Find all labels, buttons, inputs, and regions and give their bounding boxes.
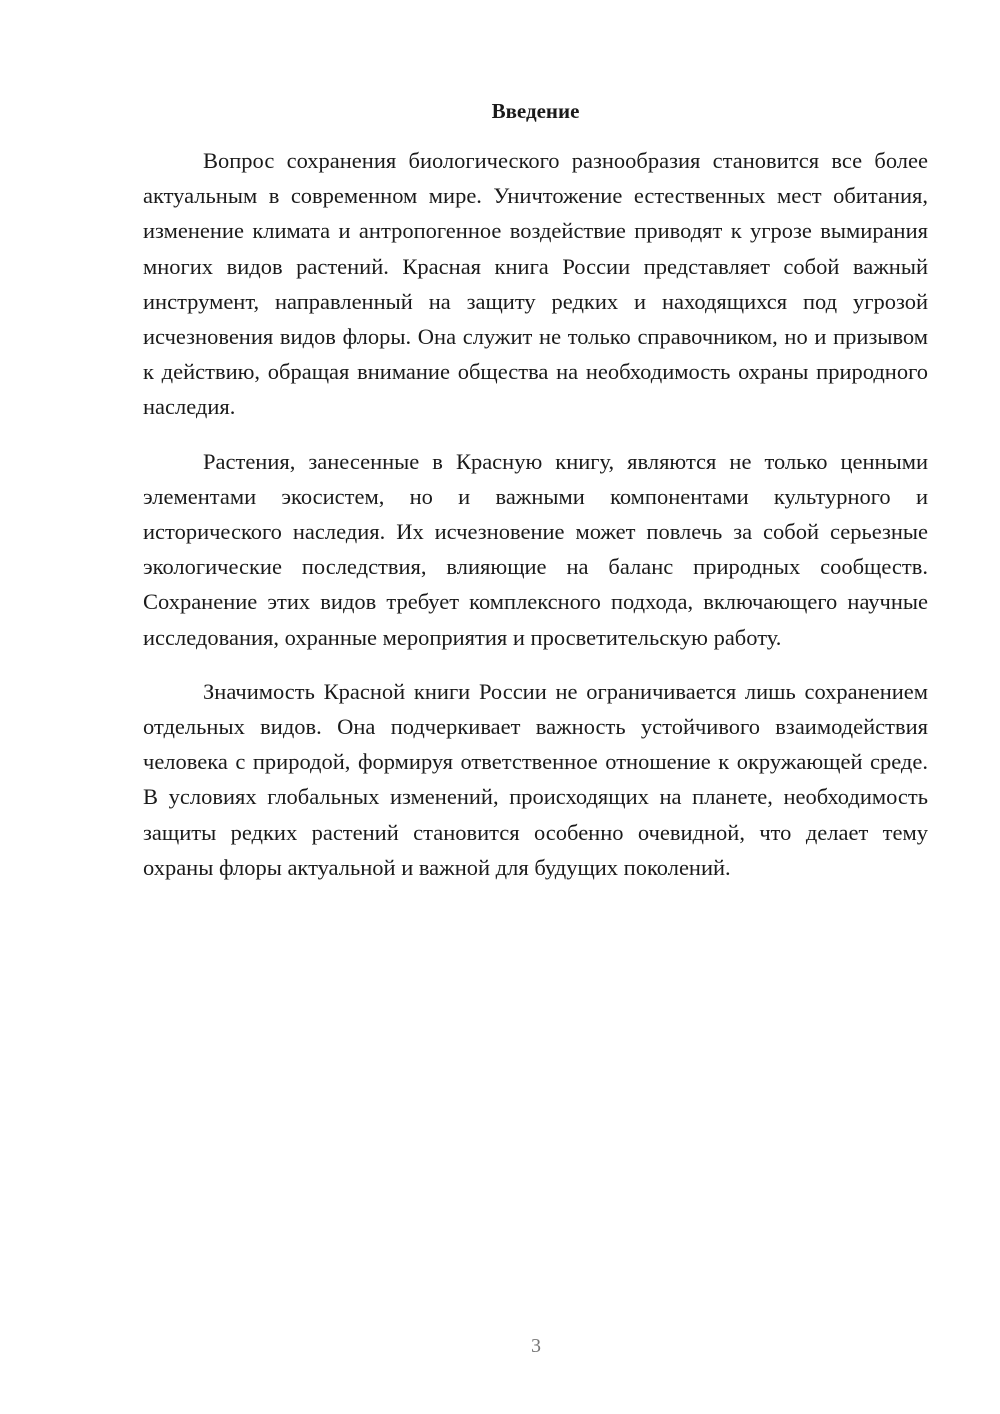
section-title: Введение	[491, 99, 580, 123]
paragraph: Значимость Красной книги России не ограничивается лишь сохранением отдельных видов. Она подчеркивает важность устойчивого взаимодействия человека с природой, формируя ответственное отношение к окружающей среде. В условиях глобальных изменений, происходящих на планете, необходимость защиты редких растений становится особенно очевидной, что делает тему охраны флоры актуальной и важной для будущих поколений.	[143, 678, 928, 880]
paragraph: Растения, занесенные в Красную книгу, являются не только ценными элементами экосистем, но и важными компонентами культурного и исторического наследия. Их исчезновение может повлечь за собой серьезные экологические последствия, влияющие на баланс природных сообществ. Сохранение этих видов требует комплексного подхода, включающего научные исследования, охранные мероприятия и просветительскую работу.	[143, 448, 928, 650]
body-text	[143, 143, 928, 904]
page-number: 3	[531, 1335, 541, 1357]
paragraph: Вопрос сохранения биологического разнообразия становится все более актуальным в современном мире. Уничтожение естественных мест обитания, изменение климата и антропогенное воздействие приводят к угрозе вымирания многих видов растений. Красная книга России представляет собой важный инструмент, направленный на защиту редких и находящихся под угрозой исчезновения видов флоры. Она служит не только справочником, но и призывом к действию, обращая внимание общества на необходимость охраны природного наследия.	[143, 148, 928, 420]
